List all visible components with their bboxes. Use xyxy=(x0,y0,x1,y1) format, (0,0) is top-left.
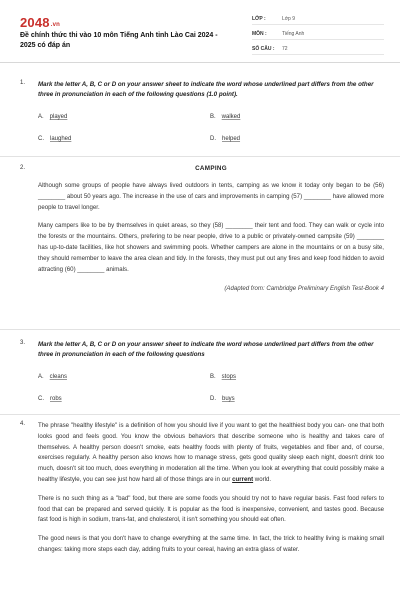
section-divider xyxy=(0,329,400,330)
paragraph-text: world. xyxy=(253,475,272,483)
section-divider xyxy=(0,414,400,415)
page-header xyxy=(0,0,400,63)
question-number: 2. xyxy=(20,165,26,171)
question-4 xyxy=(20,421,384,556)
option-c[interactable] xyxy=(38,136,71,142)
option-text: laughed xyxy=(50,136,72,142)
logo-text: 2048 xyxy=(20,15,50,30)
option-row xyxy=(38,114,384,130)
question-3 xyxy=(20,340,384,412)
document-title: Đề chính thức thi vào 10 môn Tiếng Anh tỉnh Lào Cai 2024 - 2025 có đáp án xyxy=(20,32,218,49)
option-letter: C. xyxy=(38,136,44,142)
option-text: helped xyxy=(222,136,241,142)
option-row xyxy=(38,374,384,390)
option-text: cleans xyxy=(49,374,68,380)
passage-source: (Adapted from: Cambridge Preliminary English Test-Book 4 xyxy=(224,285,384,293)
question-number: 4. xyxy=(20,421,26,427)
meta-value: 72 xyxy=(282,45,288,52)
passage-paragraph: The good news is that you don't have to change everything at the same time. In fact, the trick to healthy living is making small changes: taking more steps each day, adding fruits to your cereal, having an extra glass of water. xyxy=(38,535,384,553)
option-letter: A. xyxy=(38,374,44,380)
meta-key: MÔN : xyxy=(252,30,267,37)
option-text: stops xyxy=(221,374,237,380)
option-text: played xyxy=(49,114,68,120)
logo-suffix: .vn xyxy=(50,22,61,28)
passage-title: CAMPING xyxy=(195,165,227,172)
option-letter: B. xyxy=(210,374,216,380)
passage-paragraph: Although some groups of people have always lived outdoors in tents, camping as we know it today only began to be (56) ________ about 50 years ago. The increase in the use of cars and improvements in camping (57) ________ have allowed more people to travel longer. xyxy=(38,182,384,211)
passage-paragraph: There is no such thing as a "bad" food, but there are some foods you should try not to have regular basis. Fast food refers to food that can be prepared and served quickly. It is popular as the food is inexpensive, convenient, and tastes good. Because fast food is high in sodium, trans-fat, and cholesterol, it isn't something you should eat often. xyxy=(38,494,384,524)
question-1 xyxy=(20,80,384,152)
option-b[interactable] xyxy=(210,114,240,120)
passage-paragraph: Many campers like to be by themselves in quiet areas, so they (58) ________ their tent and food. They can walk or cycle into the forests or the mountains. Others, prefering to be near people, drive to a public or privately-owned campsite (59) ________ has up-to-date facilities, like hot showers and swimming pools. Whether campers are alone in the mountains or on a busy site, they should remember to leave the area clean and tidy. In the forests, they must put out any fires and keep food hidden to avoid attracting (60) ________ animals. xyxy=(38,222,384,273)
option-d[interactable] xyxy=(210,396,235,402)
option-row xyxy=(38,396,384,412)
meta-key: LỚP : xyxy=(252,15,266,22)
section-divider xyxy=(0,156,400,157)
meta-row-count xyxy=(252,43,384,55)
option-a[interactable] xyxy=(38,374,67,380)
option-text: walked xyxy=(221,114,241,120)
option-letter: B. xyxy=(210,114,216,120)
paragraph-text: The phrase "healthy lifestyle" is a definition of how you should live if you want to get the healthiest body you can- one that both looks good and feels good. You know the obvious behaviors that describe someone who is healthy and takes care of themselves. A healthy person doesn't smoke, eats healthy foods with plenty of fruits, vegetables and fiber and, of course, exercises regularly. A healthy person also knows how to manage stress, gets good quality sleep each night, doesn't drink too much, doesn't sit too much, does everything in moderation all the time. When you look at everything that could possibly make a healthy lifestyle, you can see just how hard all of those things are in our xyxy=(38,422,384,483)
meta-key: SỐ CÂU : xyxy=(252,45,275,52)
meta-row-subject xyxy=(252,28,384,40)
site-logo[interactable] xyxy=(20,15,60,30)
meta-row-class xyxy=(252,13,384,25)
option-text: buys xyxy=(222,396,235,402)
passage-paragraph xyxy=(38,421,384,486)
document-meta xyxy=(252,13,384,58)
option-a[interactable] xyxy=(38,114,67,120)
option-b[interactable] xyxy=(210,374,236,380)
option-d[interactable] xyxy=(210,136,240,142)
option-row xyxy=(38,136,384,152)
question-instruction: Mark the letter A, B, C or D on your answer sheet to indicate the word whose underlined part differs from the other three in pronunciation in each of the following questions xyxy=(38,341,374,358)
question-number: 3. xyxy=(20,340,26,346)
option-letter: D. xyxy=(210,396,216,402)
option-letter: D. xyxy=(210,136,216,142)
question-instruction: Mark the letter A, B, C or D on your answer sheet to indicate the word whose underlined part differs from the other three in pronunciation in each of the following questions (1.0 point). xyxy=(38,81,374,98)
option-c[interactable] xyxy=(38,396,62,402)
option-text: robs xyxy=(50,396,62,402)
option-letter: C. xyxy=(38,396,44,402)
meta-value: Tiếng Anh xyxy=(282,30,305,37)
question-number: 1. xyxy=(20,80,26,86)
option-letter: A. xyxy=(38,114,44,120)
question-2 xyxy=(20,165,384,292)
keyword-current: current xyxy=(232,475,254,483)
meta-value: Lớp 9 xyxy=(282,15,296,22)
